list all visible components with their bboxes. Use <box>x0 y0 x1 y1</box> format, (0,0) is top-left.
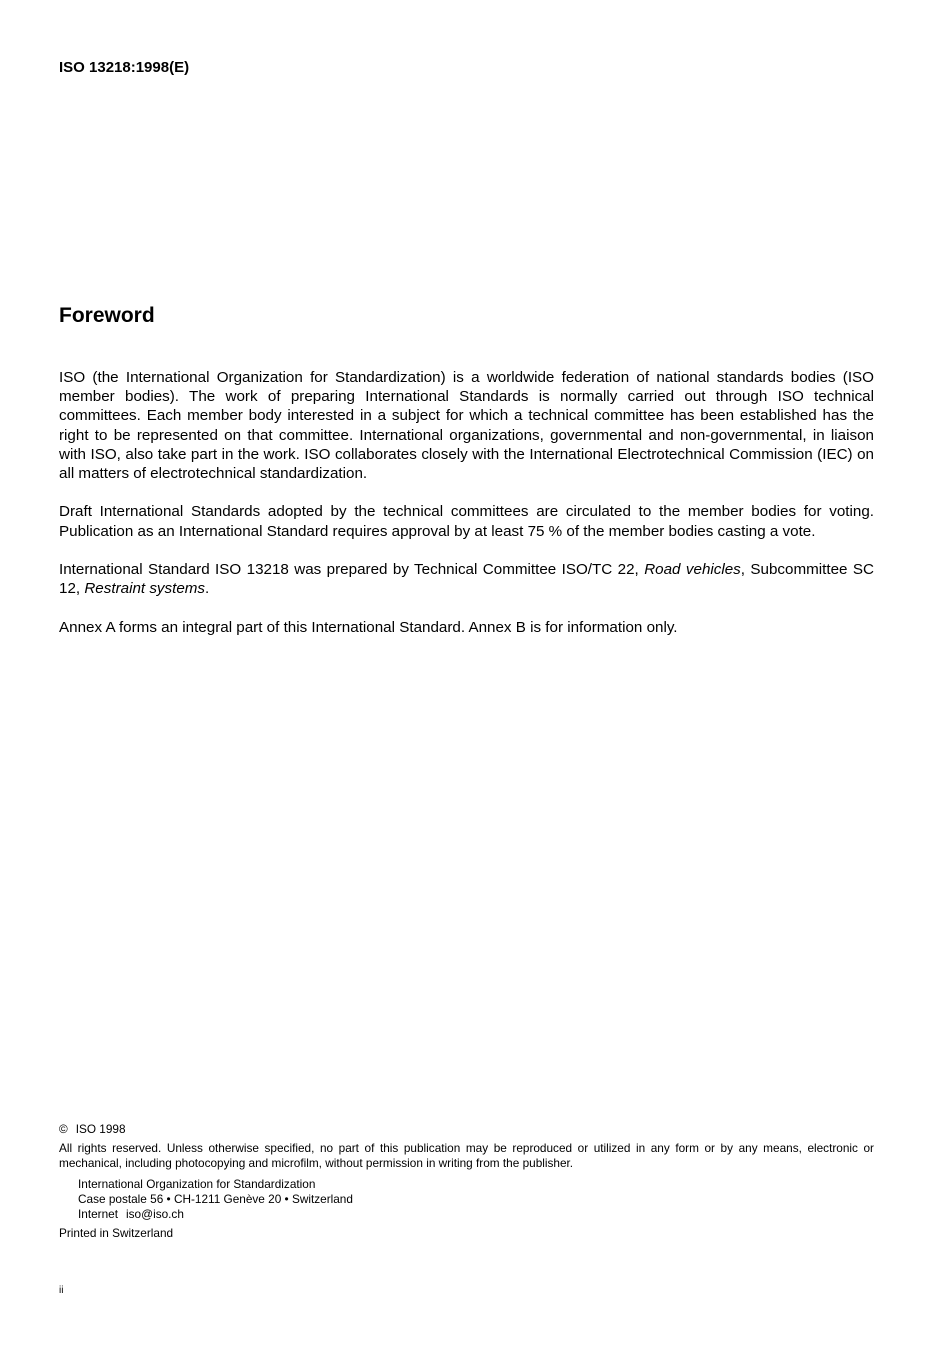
page-title: Foreword <box>59 304 155 327</box>
document-header-id: ISO 13218:1998(E) <box>59 59 190 76</box>
foreword-body <box>59 368 874 637</box>
copyright-block <box>59 1122 874 1241</box>
copyright-symbol: © <box>59 1122 68 1136</box>
publisher-internet <box>78 1207 874 1222</box>
foreword-paragraph-2: Draft International Standards adopted by the technical committees are circulated to the member bodies for voting. Publication as an International Standard requires approval by at least 75 % of the member bodies casting a vote. <box>59 503 874 540</box>
foreword-paragraph-1: ISO (the International Organization for Standardization) is a worldwide federation of national standards bodies (ISO member bodies). The work of preparing International Standards is normally carried out through ISO technical committees. Each member body interested in a subject for which a technical committee has been established has the right to be represented on that committee. International organizations, governmental and non-governmental, in liaison with ISO, also take part in the work. ISO collaborates closely with the International Electrotechnical Commission (IEC) on all matters of electrotechnical standardization. <box>59 369 874 483</box>
publisher-address <box>78 1177 874 1223</box>
paragraph-3-suffix: . <box>205 580 210 598</box>
foreword-paragraph-3 <box>59 560 874 598</box>
copyright-line <box>59 1122 874 1137</box>
internet-email: iso@iso.ch <box>126 1207 184 1222</box>
publisher-org: International Organization for Standardization <box>78 1176 316 1191</box>
paragraph-3-middle: , Subcommittee SC 12, <box>59 561 874 598</box>
printed-in: Printed in Switzerland <box>59 1226 174 1241</box>
publisher-postal-address: Case postale 56 • CH-1211 Genève 20 • Switzerland <box>78 1191 353 1206</box>
subcommittee-name-restraint-systems: Restraint systems <box>84 580 206 598</box>
paragraph-3-prefix: International Standard ISO 13218 was prepared by Technical Committee ISO/TC 22, <box>59 561 645 578</box>
foreword-paragraph-4: Annex A forms an integral part of this International Standard. Annex B is for information only. <box>59 618 678 636</box>
copyright-year: ISO 1998 <box>75 1122 126 1136</box>
rights-notice: All rights reserved. Unless otherwise specified, no part of this publication may be reproduced or utilized in any form or by any means, electronic or mechanical, including photocopying and microfilm, without permission in writing from the publisher. <box>59 1141 874 1171</box>
page-number: ii <box>59 1285 64 1296</box>
internet-label: Internet <box>78 1207 119 1222</box>
committee-name-road-vehicles: Road vehicles <box>644 561 741 578</box>
